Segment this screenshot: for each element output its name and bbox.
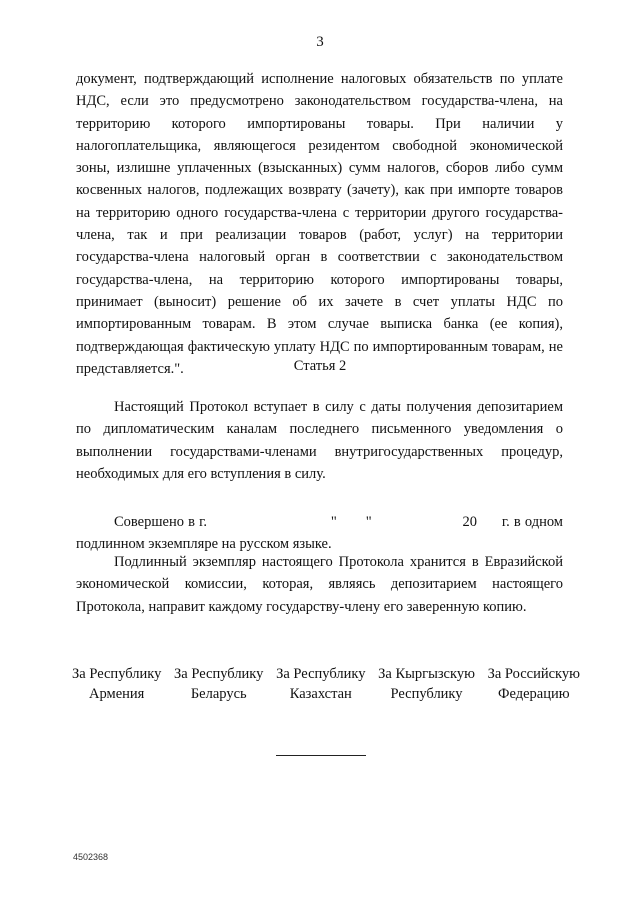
signatory-russia bbox=[488, 664, 580, 704]
signatory-line2: Армения bbox=[89, 686, 145, 702]
signatory-line2: Республику bbox=[390, 686, 463, 702]
closing-divider-line bbox=[276, 755, 366, 756]
article-title: Статья 2 bbox=[293, 358, 347, 374]
paragraph-done-at: Совершено в г. " " 20 г. в одном подлинном экземпляре на русском языке. bbox=[76, 514, 567, 553]
signatory-line1: За Республику bbox=[72, 666, 162, 682]
paragraph-entry-into-force: Настоящий Протокол вступает в силу с даты получения депозитарием по дипломатическим каналам последнего письменного уведомления о выполнении государствами-членами внутригосударственных процедур, необходимых для его вступления в силу. bbox=[76, 399, 563, 482]
signatory-line1: За Республику bbox=[174, 666, 264, 682]
signatory-line2: Беларусь bbox=[190, 686, 247, 702]
document-code: 4502368 bbox=[73, 852, 109, 862]
signatory-belarus bbox=[174, 664, 263, 704]
page-number: 3 bbox=[316, 34, 324, 50]
signatory-line1: За Республику bbox=[276, 666, 366, 682]
signatory-armenia bbox=[72, 664, 161, 704]
paragraph-vat-offset: документ, подтверждающий исполнение налоговых обязательств по уплате НДС, если это предусмотрено законодательством государства-члена, на территорию которого импортированы товары. При наличии у налогоплательщика, являющегося резидентом свободной экономической зоны, излишне уплаченных (взысканных) сумм налогов, сборов либо сумм косвенных налогов, подлежащих возврату (зачету), как при импорте товаров на территорию одного государства-члена с территории другого государства-члена, так и при реализации товаров (работ, услуг) на территории государства-члена налоговый орган в соответствии с законодательством государства-члена, на территорию которого импортированы товары, принимает (выносит) решение об их зачете в счет уплаты НДС по импортированным товарам. В этом случае выписка банка (ее копия), подтверждающая фактическую уплату НДС по импортированным товарам, не представляется.". bbox=[76, 71, 563, 377]
signatory-line2: Казахстан bbox=[289, 686, 352, 702]
signatory-line2: Федерацию bbox=[498, 686, 570, 702]
paragraph-depositary: Подлинный экземпляр настоящего Протокола хранится в Евразийской экономической комиссии, которая, являясь депозитарием настоящего Протокола, направит каждому государству-члену его заверенную копию. bbox=[76, 554, 563, 615]
signatory-kazakhstan bbox=[276, 664, 365, 704]
signatory-line1: За Российскую bbox=[487, 666, 580, 682]
signatures-block bbox=[72, 664, 580, 704]
signatory-line1: За Кыргызскую bbox=[378, 666, 475, 682]
signatory-kyrgyzstan bbox=[378, 664, 475, 704]
